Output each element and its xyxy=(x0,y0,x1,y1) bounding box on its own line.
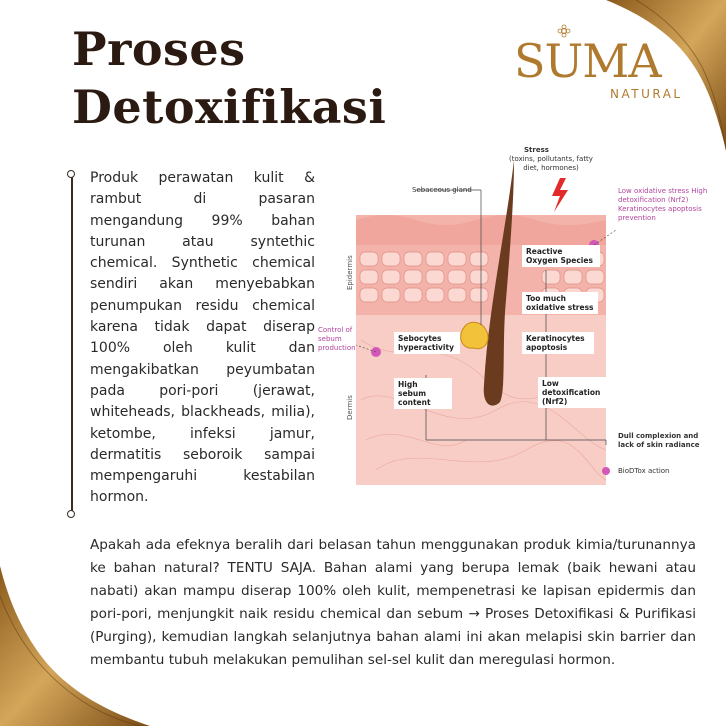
brand-logo xyxy=(514,24,694,106)
ros-box: Reactive Oxygen Species xyxy=(522,245,600,267)
too-much-oxidative-box: Too much oxidative stress xyxy=(522,292,598,314)
stress-detail: (toxins, pollutants, fatty diet, hormones) xyxy=(509,155,593,172)
high-sebum-box: High sebum content xyxy=(394,378,452,409)
stress-title: Stress xyxy=(524,146,549,154)
title-line-2: Detoxifikasi xyxy=(72,80,387,134)
dermis-label: Dermis xyxy=(346,395,354,420)
sebaceous-gland-label: Sebaceous gland xyxy=(412,186,472,194)
control-sebum-label: Control of sebum production xyxy=(318,326,356,352)
dull-complexion-label: Dull complexion and lack of skin radiance xyxy=(618,432,700,449)
timeline-dot-top xyxy=(67,170,75,178)
low-detox-box: Low detoxification (Nrf2) xyxy=(538,377,614,408)
timeline-decoration xyxy=(66,170,78,520)
brand-name: SUMA xyxy=(514,34,661,88)
sebocytes-box: Sebocytes hyperactivity xyxy=(394,332,460,354)
brand-subtitle: NATURAL xyxy=(610,87,683,101)
keratinocytes-box: Keratinocytes apoptosis xyxy=(522,332,594,354)
timeline-dot-bottom xyxy=(67,510,75,518)
skin-detox-diagram xyxy=(316,140,716,495)
paragraph-explanation: Apakah ada efeknya beralih dari belasan tahun menggunakan produk kimia/turunannya ke bahan natural? TENTU SAJA. Bahan alami yang berupa lemak (baik hewani atau nabati) akan mampu diserap 100% oleh kulit, mempenetrasi ke lapisan epidermis dan pori-pori, menjungkit naik residu chemical dan sebum → Proses Detoxifikasi & Purifikasi (Purging), kemudian langkah selanjutnya bahan alami ini akan melapisi skin barrier dan membantu tubuh melakukan pemulihan sel-sel kulit dan meregulasi hormon. xyxy=(90,537,696,668)
paragraph-intro: Produk perawatan kulit & rambut di pasaran mengandung 99% bahan turunan atau syntethic chemical. Synthetic chemical sendiri akan menyebabkan penumpukan residu chemical karena tidak dapat diserap 100% oleh kulit dan mengakibatkan peyumbatan pada pori-pori (jerawat, whiteheads, blackheads, milia), ketombe, infeksi jamur, dermatitis seboroik sampai mempengaruhi kestabilan hormon. xyxy=(90,170,315,506)
timeline-line xyxy=(71,176,73,516)
title-line-1: Proses xyxy=(72,22,246,76)
low-oxidative-label: Low oxidative stress High detoxification (Nrf2) Keratinocytes apoptosis prevention xyxy=(618,187,708,222)
page-title xyxy=(72,20,386,136)
biodtox-legend: BioDTox action xyxy=(618,467,670,475)
epidermis-label: Epidermis xyxy=(346,255,354,290)
